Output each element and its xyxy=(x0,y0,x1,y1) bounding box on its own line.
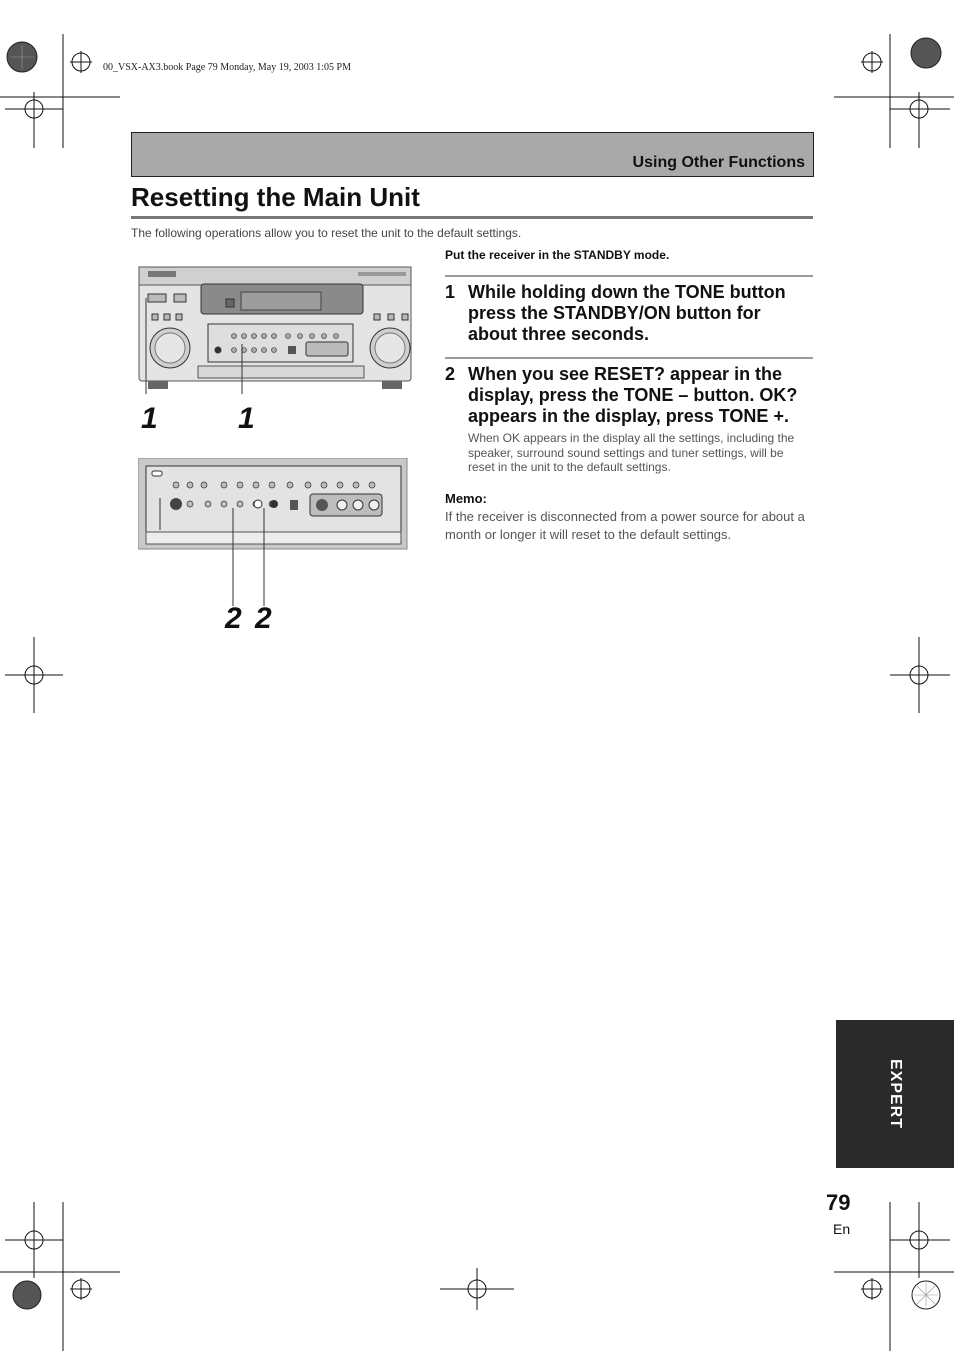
prep-instruction: Put the receiver in the STANDBY mode. xyxy=(445,248,670,262)
step-number: 1 xyxy=(445,282,456,302)
step-divider xyxy=(445,275,813,277)
page-title: Resetting the Main Unit xyxy=(131,182,420,212)
callout-2-tone-minus: 2 xyxy=(225,602,242,635)
section-title: Using Other Functions xyxy=(632,154,805,171)
title-divider xyxy=(131,216,813,219)
callout-1-tone: 1 xyxy=(238,402,255,435)
step-text: When you see RESET? appear in the display, press the TONE – button. OK? appears in the display, press TONE +. xyxy=(468,364,798,426)
step-divider xyxy=(445,357,813,359)
section-header xyxy=(131,132,814,177)
page-number: 79 xyxy=(826,1190,851,1215)
memo-text: If the receiver is disconnected from a power source for about a month or longer it will reset to the default settings. xyxy=(445,509,805,542)
step-text: While holding down the TONE button press the STANDBY/ON button for about three seconds. xyxy=(468,282,786,344)
step-2-description: When OK appears in the display all the settings, including the speaker, surround sound settings and tuner settings, will be reset in the unit to the default settings. xyxy=(468,431,795,474)
section-tab xyxy=(836,1020,954,1168)
callout-1-standby: 1 xyxy=(141,402,158,435)
print-info: 00_VSX-AX3.book Page 79 Monday, May 19, 2003 1:05 PM xyxy=(103,62,351,73)
memo-label: Memo: xyxy=(445,491,487,506)
page-language: En xyxy=(833,1221,851,1237)
panel-detail-illustration xyxy=(138,458,408,608)
callout-2-tone-plus: 2 xyxy=(255,602,272,635)
step-number: 2 xyxy=(445,364,456,384)
intro-text: The following operations allow you to reset the unit to the default settings. xyxy=(131,226,522,240)
step-1 xyxy=(445,282,813,345)
receiver-front-illustration xyxy=(138,264,413,394)
step-2 xyxy=(445,364,813,427)
section-tab-label: EXPERT xyxy=(887,1058,904,1130)
